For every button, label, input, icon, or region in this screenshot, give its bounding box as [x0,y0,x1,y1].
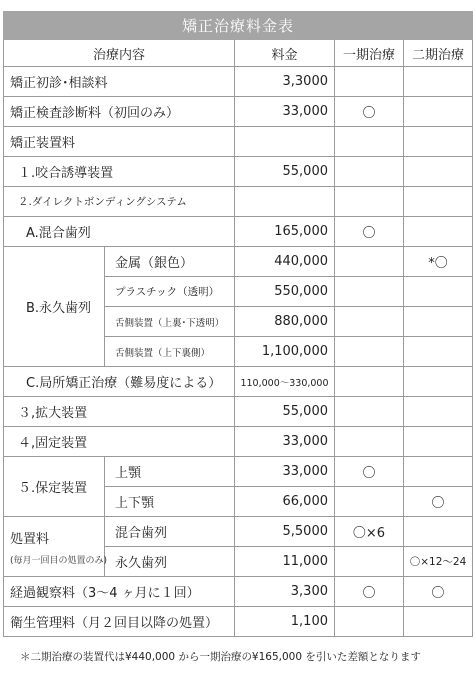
row-label: １.咬合誘導装置 [4,157,235,187]
row-fee: 33,000 [235,427,335,457]
table-row [4,427,473,457]
header-phase2: 二期治療 [404,40,473,67]
row-fee: 55,000 [235,397,335,427]
table-row [4,187,473,217]
row-fee: 440,000 [235,247,335,277]
phase1-mark: 〇×6 [335,517,404,547]
row-fee: 880,000 [235,307,335,337]
phase1-mark: 〇 [335,97,404,127]
table-title: 矯正治療料金表 [4,12,473,40]
table-row [4,127,473,157]
table-row [4,367,473,397]
row-label: 混合歯列 [105,517,235,547]
table-row [4,97,473,127]
table-row [4,247,473,277]
table-row [4,577,473,607]
phase1-mark: 〇 [335,577,404,607]
phase1-mark: 〇 [335,217,404,247]
row-fee: 66,000 [235,487,335,517]
row-fee: 33,000 [235,457,335,487]
row-fee: 3,300 [235,577,335,607]
row-label: ３,拡大装置 [4,397,235,427]
treatment-fee-sub: (毎月一回目の処置のみ) [10,555,108,566]
group-label: ５.保定装置 [4,457,105,517]
table-row [4,517,473,547]
fee-table-container [3,11,472,637]
row-label: プラスチック（透明） [105,277,235,307]
row-fee: 33,000 [235,97,335,127]
row-label: 衛生管理料（月２回目以降の処置） [4,607,235,637]
section-label: 矯正装置料 [4,127,235,157]
phase1-mark: 〇 [335,457,404,487]
table-row [4,67,473,97]
table-row [4,457,473,487]
row-label: 経過観察料（3～4 ヶ月に１回） [4,577,235,607]
row-label: ２.ダイレクトボンディングシステム [4,187,235,217]
group-label: B.永久歯列 [4,247,105,367]
table-row [4,157,473,187]
phase2-mark: *〇 [404,247,473,277]
row-label: 上下顎 [105,487,235,517]
treatment-fee-label: 処置料 [10,531,50,547]
phase2-mark: 〇×12～24 [404,547,473,577]
row-fee: 550,000 [235,277,335,307]
table-row [4,397,473,427]
row-label: C.局所矯正治療（難易度による） [4,367,235,397]
row-label: 金属（銀色） [105,247,235,277]
row-fee: 5,5000 [235,517,335,547]
row-fee: 1,100 [235,607,335,637]
row-label: 矯正検査診断料（初回のみ） [4,97,235,127]
table-row [4,607,473,637]
phase2-mark: 〇 [404,577,473,607]
row-fee: 55,000 [235,157,335,187]
row-label: A.混合歯列 [4,217,235,247]
row-label: 舌側装置（上裏･下透明） [105,307,235,337]
row-fee: 110,000～330,000 [235,367,335,397]
row-fee: 11,000 [235,547,335,577]
row-label: 永久歯列 [105,547,235,577]
row-label: 矯正初診･相談料 [4,67,235,97]
header-treatment: 治療内容 [4,40,235,67]
fee-table [3,11,473,637]
row-fee: 165,000 [235,217,335,247]
row-fee: 3,3000 [235,67,335,97]
row-label: 上顎 [105,457,235,487]
phase2-mark: 〇 [404,487,473,517]
group-label [4,517,108,577]
header-fee: 料金 [235,40,335,67]
row-fee: 1,100,000 [235,337,335,367]
row-label: 舌側装置（上下裏側） [105,337,235,367]
header-phase1: 一期治療 [335,40,404,67]
table-row [4,217,473,247]
footnote: ＊二期治療の装置代は¥440,000 から一期治療の¥165,000 を引いた差額となります [20,651,421,663]
row-label: ４,固定装置 [4,427,235,457]
